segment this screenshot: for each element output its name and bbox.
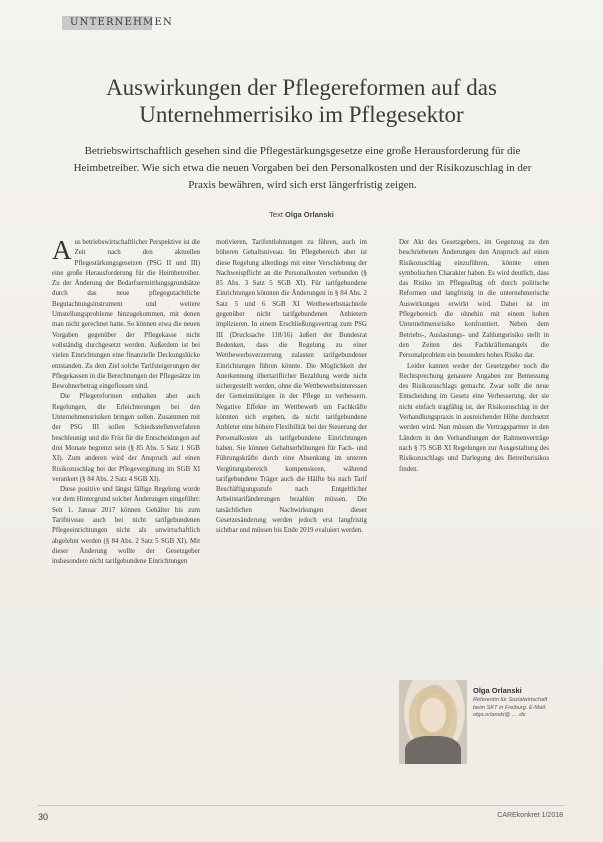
- footer-divider: [38, 805, 565, 806]
- column-3-paragraph: Leider kannen weder der Gesetzgeber noch die Rechtsprechung genauere Angaben zur Bemessung des Risikozuschlags gemacht. Zwar sollt die neue Entscheidung im Gesetz eine Verbesserung, der sie nicht einfach tragfähig ist, der Risikozuschlag in der Verhandlungspraxis in ausreichender Höhe durchsetzt werden wird. Nun müssen die Vertragspartner in den Ländern in den Verhandlungen der Rahmenverträge nach § 75 SGB XI Regelungen zur Ausgestaltung des Risikozuschlags und Darlegung des Betreibsrisikos finden.: [399, 362, 549, 473]
- body-column-3: [399, 238, 549, 668]
- byline: [0, 210, 603, 219]
- byline-prefix: Text: [269, 210, 283, 219]
- column-1-paragraph: Die Pflegereformen enthalten aber auch Regelungen, die Erleichterungen bei den Unternehmensrisiken bringen sollen. Zusammen mit der PSG III sollen Schiedsstellenverfahren beschleunigt und die Frist für die Entscheidungen auf drei Monate begrenzt sein (§ 85 Abs. 5 Satz 1 SGB XI). Zum anderen wird der Anspruch auf einen Risikozuschlag bei der Pflegevergütung im SGB XI verankert (§ 84 Abs. 2 Satz 4 SGB XI).: [52, 393, 200, 483]
- dropcap: A: [52, 238, 72, 265]
- byline-author: Olga Orlanski: [285, 210, 334, 219]
- article-lead: Betriebswirtschaftlich gesehen sind die Pflegestärkungsgesetze eine große Herausforderung für die Heimbetreiber. Wie sich etwa die neuen Vorgaben bei den Personalkosten und der Risikozuschlag in der Praxis bewähren, wird sich erst längerfristig zeigen.: [73, 145, 532, 191]
- headline-line-2: Unternehmerrisiko im Pflegesektor: [139, 102, 464, 127]
- column-3-paragraph: Der Akt des Gesetzgebers, im Gegenzug zu den beschriebenen Änderungen den Anspruch auf einen Risikozuschlag einzuführen, könnte einen symbolischen Charakter haben. Es wird deutlich, dass das Risiko im Pflegealltag oft durch politische Reformen und langfristig in die unternehmerische Auswirkungen erwirkt wird. Dabei ist im Pflegebereich die ohnehin mit einem hohen Unternehmensrisiko konfrontiert. Neben dem Betriebs-, Auslastungs- und Zahlungsrisiko stellt in den Zeiten des Fachkräftemangels die Personalproblem ein besonders hohes Risiko dar.: [399, 239, 549, 360]
- column-2-paragraph: motivieren, Tarifentlohnungen zu führen, auch im höheren Gehaltsniveau. Im Pflegebereich aber ist diese Regelung allerdings mit einer Verschiebung der Nachweispflicht an die Personalkosten verbunden (§ 85 Abs. 3 Satz 5 SGB XI). Für tarifgebundene Einrichtungen könnten die Änderungen in § 84 Abs. 2 Satz 5 und 6 SGB XI Wettbewerbsnachteile gegenüber nicht tarifgebundenen Anbietern implizieren. In einem Erschließungsvertrag zum PSG III (Drucksache 118/16) äußert der Bundesrat Bedenken, dass die Regelung zu einer Wettbewerbsverzerrung zulasten tarifgebundener Einrichtungen führen könnte. Die Möglichkeit der Anerkennung übertariflicher Bezahlung werde nicht sichergestellt werden, ohne die Wettbewerbsinteressen der Gemeinnützigen in der Pflege zu verbessern. Negative Effekte im Wettbewerb um Fachkräfte könnten sich ergeben, da nicht tarifgebundene Anbieter eine höhere Flexibilität bei der Steuerung der Personalkosten als tarifgebundene Einrichtungen haben. Sie können Gehaltserhöhungen für Fach- und Führungskräfte durch eine Absenkung im unteren Vergütungsbereich kompensieren, während tarifgebundene Träger auch die Hälfte bis nach Tarif Beschäftigungsstufe nach Entgeltlicher Arbeitstarifänderungen bezahlen müssen. Die tatsächlichen Nachwirkungen dieser Gesetzesänderung werden jedoch erst langfristig sichtbar und müssen bis Ende 2019 evaluiert werden.: [216, 239, 367, 535]
- body-column-2: [216, 238, 367, 818]
- article-headline: [40, 74, 563, 128]
- headline-line-1: Auswirkungen der Pflegereformen auf das: [106, 75, 497, 100]
- section-label: UNTERNEHMEN: [70, 17, 173, 28]
- body-column-1: [52, 238, 200, 818]
- author-description: Referentin für Sozialwirtschaft beim SKT in Freiburg. E-Mail: olga.orlanski@ ... .de: [473, 697, 548, 719]
- footer-title: CAREkonkret 1/2018: [497, 812, 563, 819]
- column-1-paragraph: Diese positive und längst fällige Regelung wurde vor dem Hintergrund solcher Änderungen eingeführt: Seit 1. Januar 2017 können Gehälter bis zum Tarifniveau auch bei nicht tarifgebundenen Pflegeeinrichtungen nicht als unwirtschaftlich abgelehnt werden (§ 84 Abs. 2 Satz 5 SGB XI). Mit dieser Änderung wollte der Gesetzgeber insbesondere nicht tarifgebundene Einrichtungen: [52, 486, 200, 566]
- author-box: [399, 680, 551, 780]
- column-1-paragraph: us betriebswirtschaftlicher Perspektive ist die Zeit nach den aktuellen Pflegestärkungsgesetzen (PSG II und III) eine große Herausforderung für die Heimbetreiber. Zu der Änderung der Bedarfsermittlungsgrundsätze durch das neue pflegegutachtliche Begutachtungsinstrument und weitere Umstellungsprobleme hinzugekommen, mit denen man nicht gerechnet hatte. So können etwa die neuen Vorgaben gegenüber der Pflegekasse nicht vollständig durchgesetzt werden. Außerdem ist bei vielen Einrichtungen eine finanzielle Deckungslücke entstanden. Zu dem Ziel solche Tarifsteigerungen der Pflegekassen in die Berechnungen der Pflegesätze im Bewohnerbetrag eingeflossen sind.: [52, 239, 200, 391]
- author-name: Olga Orlanski: [473, 686, 522, 695]
- author-photo: [399, 680, 467, 764]
- page-number: 30: [38, 812, 49, 822]
